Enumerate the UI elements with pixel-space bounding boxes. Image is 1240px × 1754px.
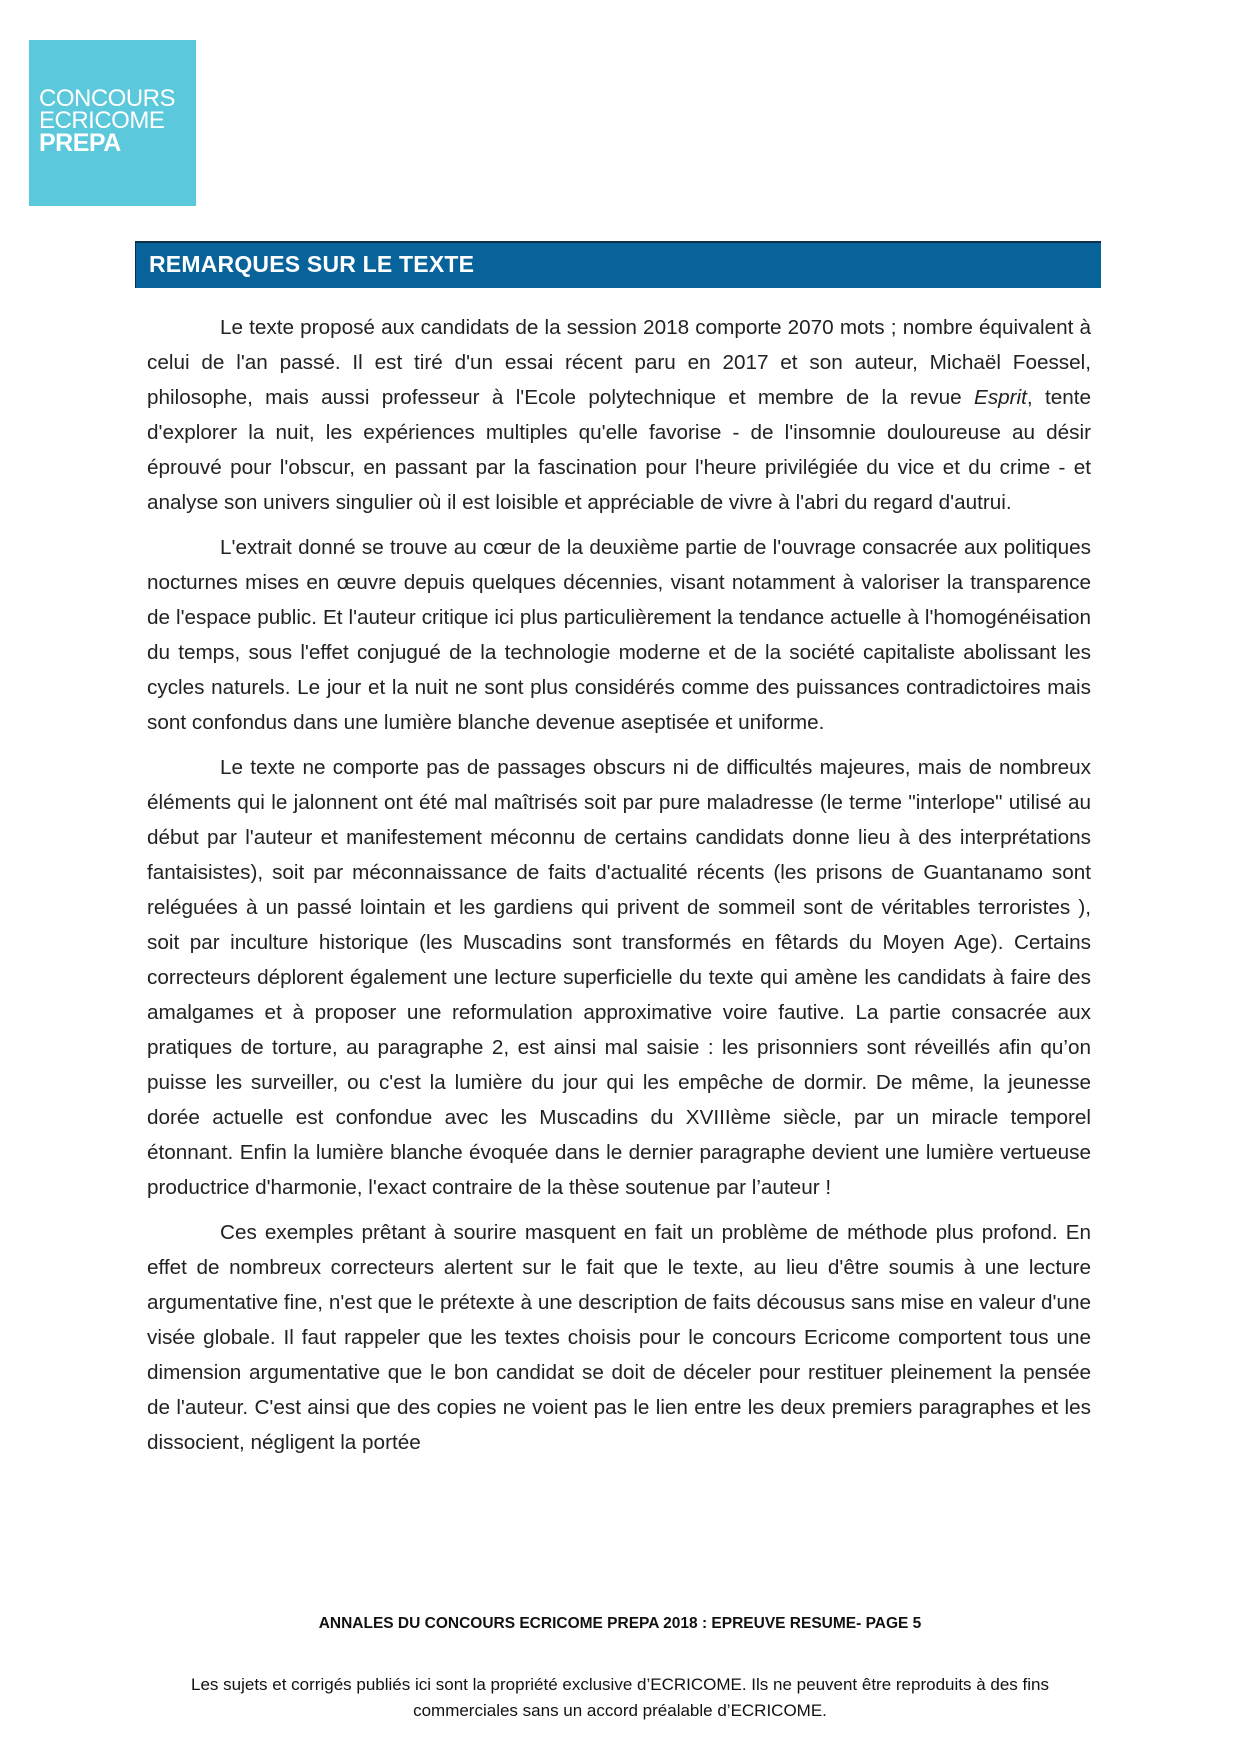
section-title: REMARQUES SUR LE TEXTE: [149, 251, 475, 277]
paragraph-2: L'extrait donné se trouve au cœur de la deuxième partie de l'ouvrage consacrée aux politiques nocturnes mises en œuvre depuis quelques décennies, visant notamment à valoriser la transparence de l'espace public. Et l'auteur critique ici plus particulièrement la tendance actuelle à l'homogénéisation du temps, sous l'effet conjugué de la technologie moderne et de la société capitaliste abolissant les cycles naturels. Le jour et la nuit ne sont plus considérés comme des puissances contradictoires mais sont confondus dans une lumière blanche devenue aseptisée et uniforme.: [147, 536, 1091, 734]
paragraph-3: Le texte ne comporte pas de passages obscurs ni de difficultés majeures, mais de nombreux éléments qui le jalonnent ont été mal maîtrisés soit par pure maladresse (le terme "interlope" utilisé au début par l'auteur et manifestement méconnu de certains candidats donne lieu à des interprétations fantaisistes), soit par méconnaissance de faits d'actualité récents (les prisons de Guantanamo sont reléguées à un passé lointain et les gardiens qui privent de sommeil sont de véritables terroristes ), soit par inculture historique (les Muscadins sont transformés en fêtards du Moyen Age). Certains correcteurs déplorent également une lecture superficielle du texte qui amène les candidats à faire des amalgames et à proposer une reformulation approximative voire fautive. La partie consacrée aux pratiques de torture, au paragraphe 2, est ainsi mal saisie : les prisonniers sont réveillés afin qu’on puisse les surveiller, ou c'est la lumière du jour qui les empêche de dormir. De même, la jeunesse dorée actuelle est confondue avec les Muscadins du XVIIIème siècle, par un miracle temporel étonnant. Enfin la lumière blanche évoquée dans le dernier paragraphe devient une lumière vertueuse productrice d'harmonie, l'exact contraire de la thèse soutenue par l’auteur !: [147, 756, 1091, 1199]
body-text: [147, 310, 1091, 1470]
footer-copyright-notice: Les sujets et corrigés publiés ici sont la propriété exclusive d’ECRICOME. Ils ne peuvent être reproduits à des fins commerciales sans un accord préalable d’ECRICOME.: [191, 1675, 1049, 1720]
paragraph-1: [147, 310, 1091, 520]
logo-line-ecricome: ECRICOME: [39, 107, 165, 134]
section-header: [135, 241, 1101, 288]
paragraph-1-end: , tente d'explorer la nuit, les expériences multiples qu'elle favorise - de l'insomnie douloureuse au désir éprouvé pour l'obscur, en passant par la fascination pour l'heure privilégiée du vice et du crime - et analyse son univers singulier où il est loisible et appréciable de vivre à l'abri du regard d'autrui.: [147, 386, 1091, 514]
ecricome-logo: [29, 40, 196, 206]
logo-line-prepa: PREPA: [39, 129, 121, 157]
paragraph-4: Ces exemples prêtant à sourire masquent en fait un problème de méthode plus profond. En effet de nombreux correcteurs alertent sur le fait que le texte, au lieu d'être soumis à une lecture argumentative fine, n'est que le prétexte à une description de faits décousus sans mise en valeur d'une visée globale. Il faut rappeler que les textes choisis pour le concours Ecricome comportent tous une dimension argumentative que le bon candidat se doit de déceler pour restituer pleinement la pensée de l'auteur. C'est ainsi que des copies ne voient pas le lien entre les deux premiers paragraphes et les dissocient, négligent la portée: [147, 1221, 1091, 1454]
logo-text: [39, 85, 176, 157]
journal-title: Esprit: [974, 386, 1027, 409]
logo-line-concours: CONCOURS: [39, 85, 176, 112]
paragraph-1-start: Le texte proposé aux candidats de la session 2018 comporte 2070 mots ; nombre équivalent à celui de l'an passé. Il est tiré d'un essai récent paru en 2017 et son auteur, Michaël Foessel, philosophe, mais aussi professeur à l'Ecole polytechnique et membre de la revue: [147, 316, 1091, 409]
footer-page-label: ANNALES DU CONCOURS ECRICOME PREPA 2018 : EPREUVE RESUME- PAGE 5: [318, 1615, 922, 1632]
